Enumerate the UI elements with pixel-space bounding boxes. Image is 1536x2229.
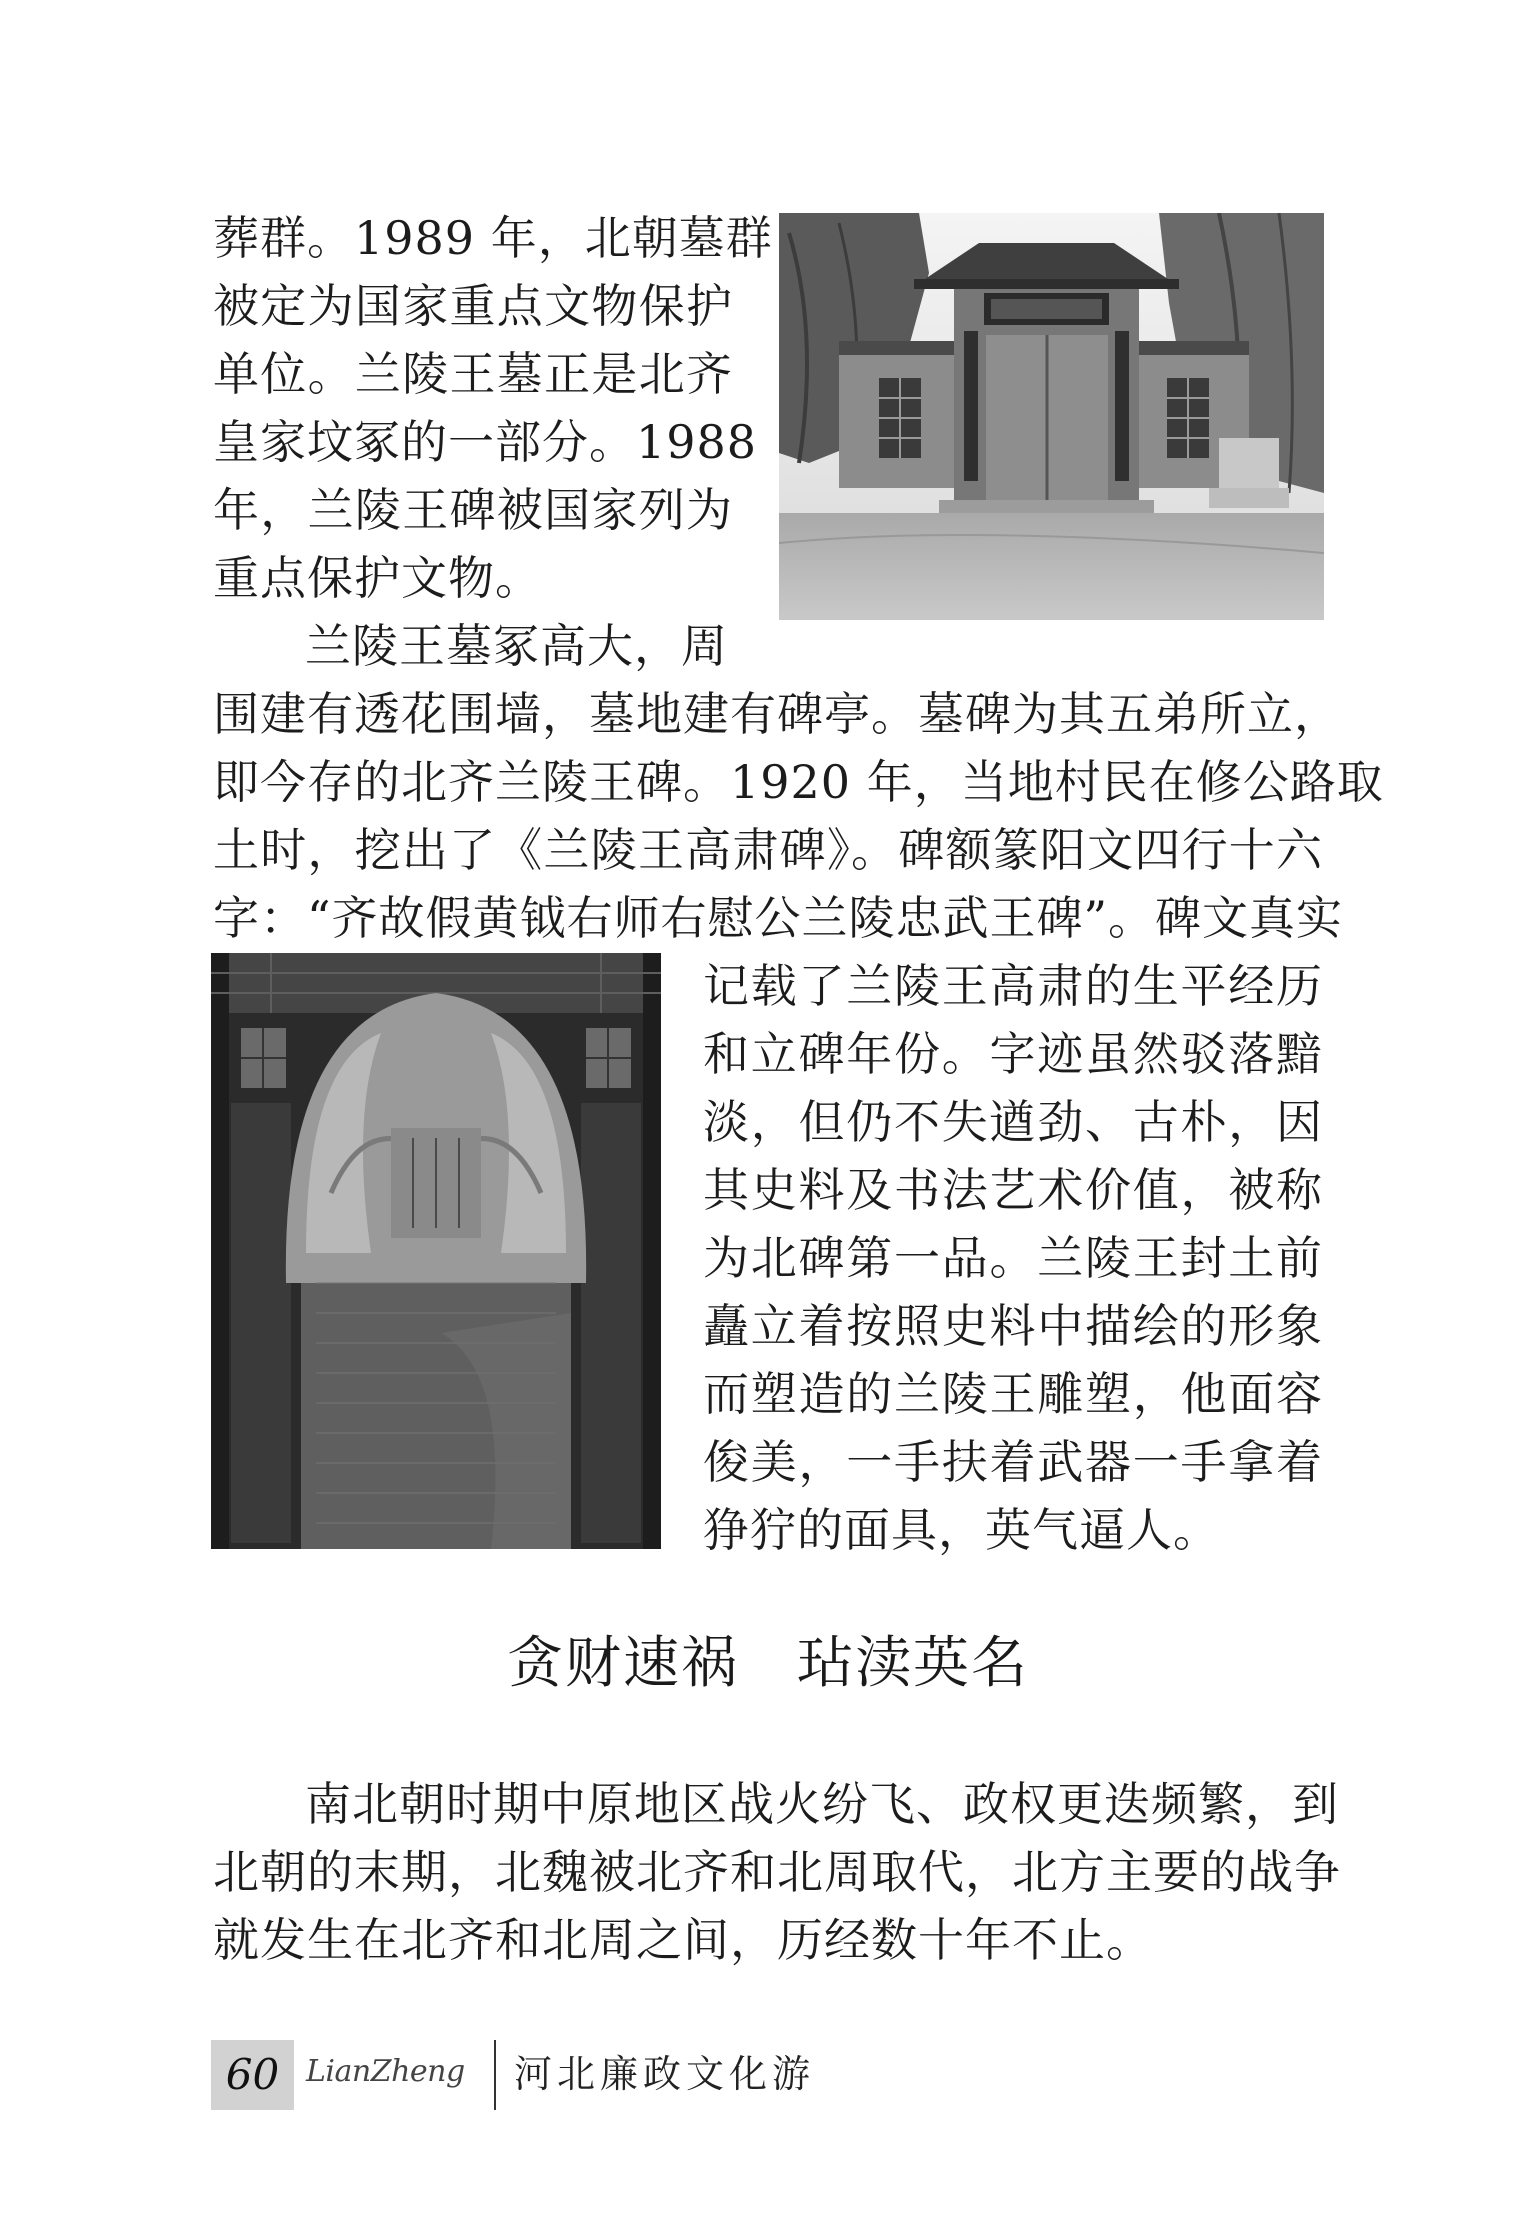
body-line: 而塑造的兰陵王雕塑，他面容 (703, 1367, 1323, 1421)
section-heading: 贪财速祸 玷渎英名 (507, 1631, 1029, 1696)
body-line: 即今存的北齐兰陵王碑。1920 年，当地村民在修公路取 (213, 755, 1384, 809)
body-line: 兰陵王墓冢高大，周 (305, 619, 728, 673)
body-line: 围建有透花围墙，墓地建有碑亭。墓碑为其五弟所立， (213, 687, 1341, 741)
body-line: 矗立着按照史料中描绘的形象 (703, 1299, 1323, 1353)
body-line: 单位。兰陵王墓正是北齐 (213, 347, 733, 401)
body-line: 土时，挖出了《兰陵王高肃碑》。碑额篆阳文四行十六 (213, 823, 1323, 877)
body-line: 俊美，一手扶着武器一手拿着 (703, 1435, 1323, 1489)
tomb-gate-photo (779, 213, 1324, 620)
body-line: 年，兰陵王碑被国家列为 (213, 483, 733, 537)
body-line: 皇家坟冢的一部分。1988 (213, 415, 758, 469)
body-line: 和立碑年份。字迹虽然驳落黯 (703, 1027, 1323, 1081)
footer-book-title: 河北廉政文化游 (514, 2052, 816, 2096)
body-line: 其史料及书法艺术价值，被称 (703, 1163, 1323, 1217)
body-line: 被定为国家重点文物保护 (213, 279, 733, 333)
page-number: 60 (225, 2050, 280, 2099)
stele-photo (211, 953, 661, 1549)
body-line: 重点保护文物。 (213, 551, 542, 605)
body-line: 北朝的末期，北魏被北齐和北周取代，北方主要的战争 (213, 1845, 1341, 1899)
body-line: 字：“齐故假黄钺右师右慰公兰陵忠武王碑”。碑文真实 (213, 891, 1344, 945)
body-line: 葬群。1989 年，北朝墓群 (213, 211, 773, 265)
body-line: 淡，但仍不失遒劲、古朴，因 (703, 1095, 1323, 1149)
body-line: 南北朝时期中原地区战火纷飞、政权更迭频繁，到 (305, 1777, 1339, 1831)
body-line: 记载了兰陵王高肃的生平经历 (703, 959, 1323, 1013)
footer-divider (494, 2040, 496, 2110)
footer-logo: LianZheng (306, 2054, 465, 2089)
body-line: 为北碑第一品。兰陵王封土前 (703, 1231, 1323, 1285)
body-line: 就发生在北齐和北周之间，历经数十年不止。 (213, 1913, 1153, 1967)
body-line: 狰狞的面具，英气逼人。 (703, 1503, 1220, 1557)
